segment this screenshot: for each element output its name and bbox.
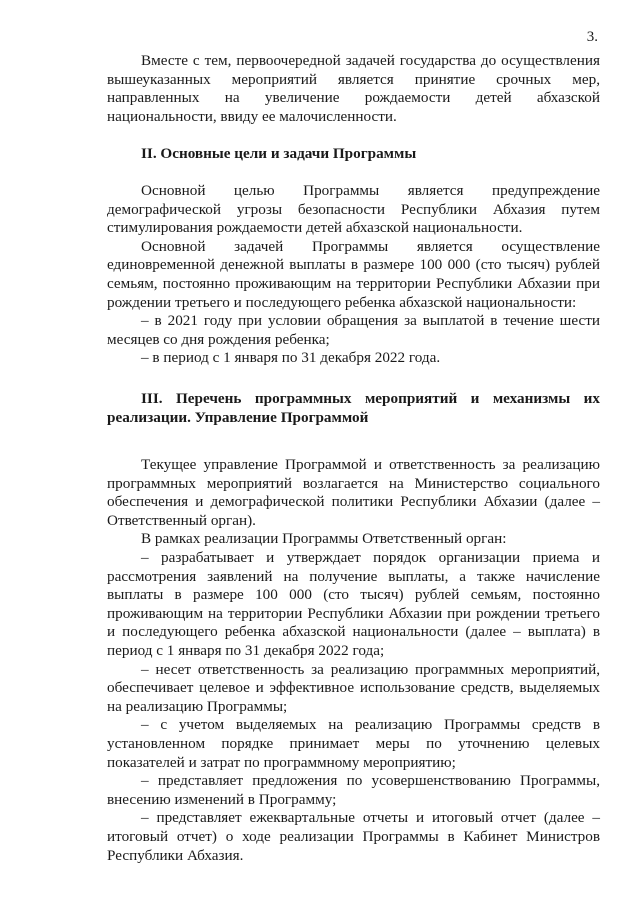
duty-list-item: – представляет ежеквартальные отчеты и итоговый отчет (далее – итоговый отчет) о ходе реализации Программы в Кабинет Министров Республики Абхазия. xyxy=(107,809,600,864)
duty-list-item: – с учетом выделяемых на реализацию Программы средств в установленном порядке принимает меры по уточнению целевых показателей и затрат по программному мероприятию; xyxy=(107,716,600,771)
responsible-body-intro: В рамках реализации Программы Ответственный орган: xyxy=(141,530,507,548)
tasks-paragraph: Основной задачей Программы является осуществление единовременной денежной выплаты в размере 100 000 (сто тысяч) рублей семьям, постоянно проживающим на территории Республики Абхазии при рождении третьего и последующего ребенка абхазской национальности: xyxy=(107,237,600,311)
duty-list-item: – представляет предложения по усовершенствованию Программы, внесению изменений в Программу; xyxy=(107,772,600,808)
intro-paragraph: Вместе с тем, первоочередной задачей государства до осуществления вышеуказанных мероприятий является принятие срочных мер, направленных на увеличение рождаемости детей абхазской национальности, ввиду ее малочисленности. xyxy=(107,52,600,125)
section-heading-measures: III. Перечень программных мероприятий и механизмы их реализации. Управление Программой xyxy=(107,389,600,426)
goals-paragraph: Основной целью Программы является предупреждение демографической угрозы безопасности Республики Абхазия путем стимулирования рождаемости детей абхазской национальности. xyxy=(107,181,600,237)
duty-list-item: – несет ответственность за реализацию программных мероприятий, обеспечивает целевое и эффективное использование средств, выделяемых на реализацию Программы; xyxy=(107,660,600,715)
duty-list-item: – разрабатывает и утверждает порядок организации приема и рассмотрения заявлений на получение выплаты, а также начисление выплаты в размере 100 000 (сто тысяч) рублей семьям, постоянно проживающим на территории Республики Абхазии при рождении третьего и последующего ребенка абхазской национальности (далее – выплата) в период с 1 января по 31 декабря 2022 года; xyxy=(107,549,600,660)
page-number: 3. xyxy=(586,29,598,45)
tasks-list-item: – в период с 1 января по 31 декабря 2022 года. xyxy=(141,349,441,367)
management-paragraph: Текущее управление Программой и ответственность за реализацию программных мероприятий возлагается на Министерство социального обеспечения и демографической политики Республики Абхазии (далее – Ответственный орган). xyxy=(107,456,600,529)
section-heading-goals: II. Основные цели и задачи Программы xyxy=(141,145,417,163)
document-body xyxy=(107,0,600,865)
tasks-list-item: – в 2021 году при условии обращения за выплатой в течение шести месяцев со дня рождения ребенка; xyxy=(107,312,600,348)
